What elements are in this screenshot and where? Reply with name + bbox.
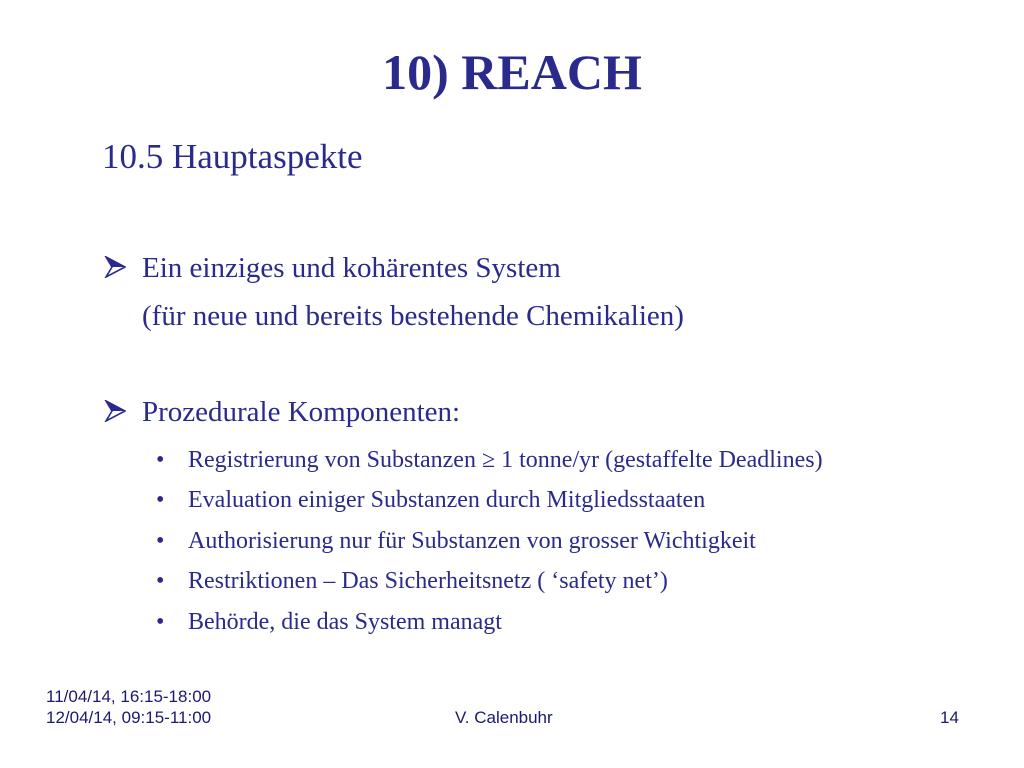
main-point-2 [104, 394, 460, 430]
bullet-dot: • [156, 568, 165, 594]
list-item [156, 606, 502, 638]
list-item-text: Restriktionen – Das Sicherheitsnetz ( ‘safety net’) [188, 568, 668, 594]
slide-title: 10) REACH [382, 44, 642, 100]
main-point-1-continuation: (für neue und bereits bestehende Chemikalien) [142, 300, 684, 332]
footer-date-line-2: 12/04/14, 09:15-11:00 [46, 708, 212, 727]
list-item [156, 525, 756, 557]
arrow-bullet-icon [104, 250, 142, 286]
list-item-text: Behörde, die das System managt [188, 609, 502, 635]
bullet-dot: • [156, 447, 165, 473]
list-item-text: Authorisierung nur für Substanzen von grosser Wichtigkeit [188, 528, 756, 554]
list-item [156, 565, 668, 597]
main-point-1 [104, 250, 561, 286]
footer-date-line-1: 11/04/14, 16:15-18:00 [46, 687, 212, 706]
footer-dates [46, 686, 211, 728]
bullet-dot: • [156, 609, 165, 635]
list-item [156, 444, 823, 476]
arrow-bullet-icon [104, 394, 142, 430]
list-item-text: Evaluation einiger Substanzen durch Mitgliedsstaaten [188, 487, 706, 513]
slide-subtitle: 10.5 Hauptaspekte [102, 137, 363, 176]
bullet-dot: • [156, 528, 165, 554]
main-point-2-text: Prozedurale Komponenten: [142, 396, 461, 428]
footer-author: V. Calenbuhr [455, 708, 553, 727]
list-item-text: Registrierung von Substanzen ≥ 1 tonne/yr (gestaffelte Deadlines) [188, 447, 823, 473]
footer-page-number: 14 [940, 708, 959, 727]
bullet-dot: • [156, 487, 165, 513]
list-item [156, 484, 705, 516]
main-point-1-text: Ein einziges und kohärentes System [142, 252, 561, 284]
